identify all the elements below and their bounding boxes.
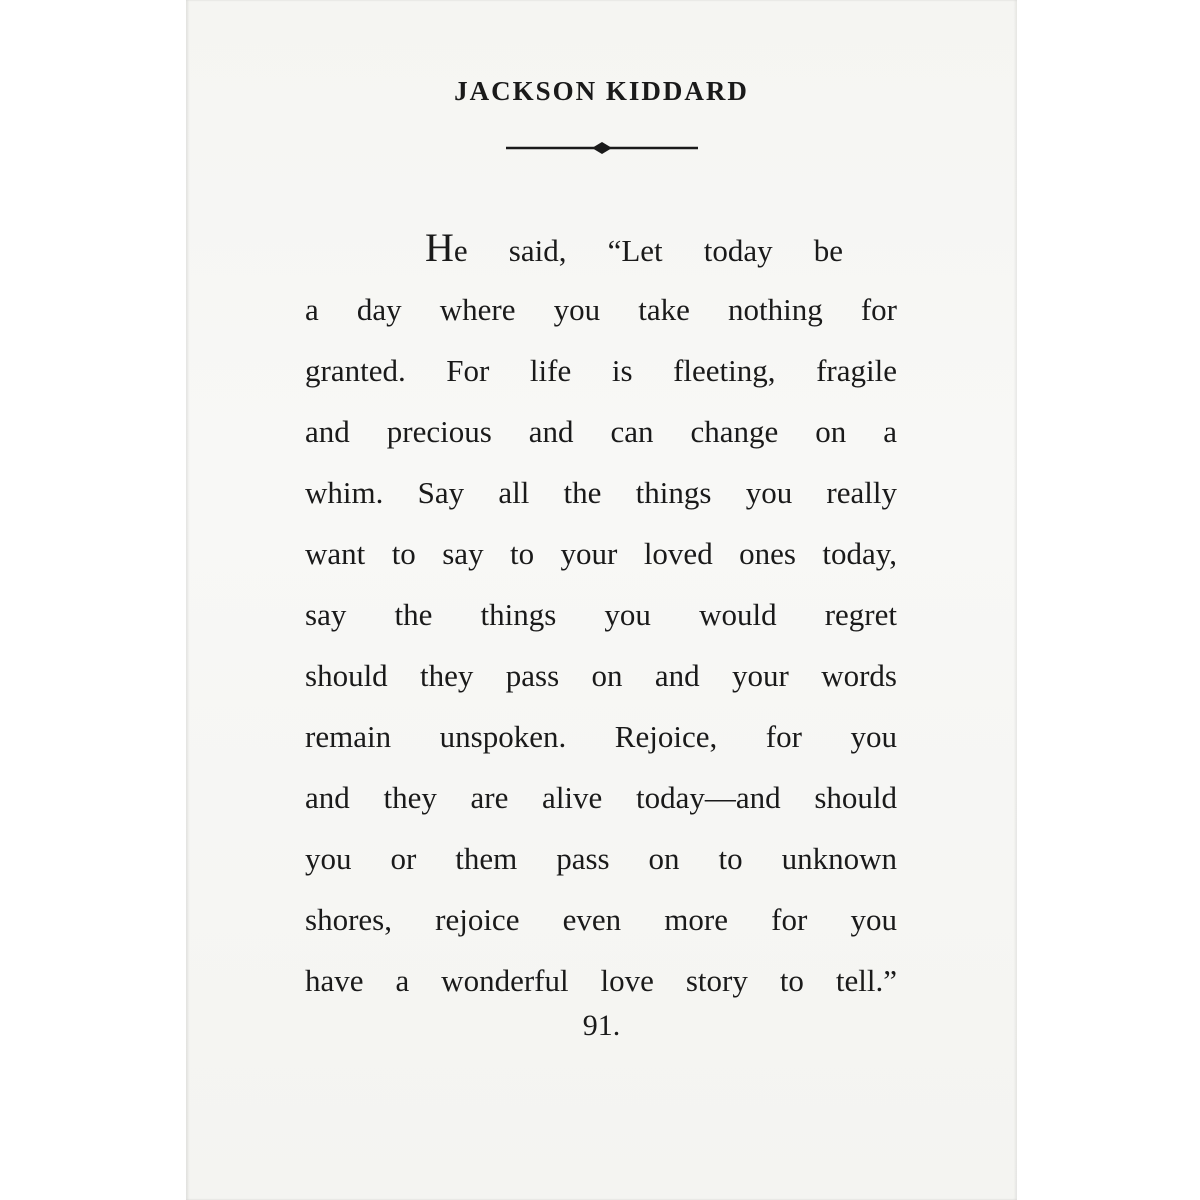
quote-line: remain unspoken. Rejoice, for you: [305, 719, 897, 754]
quote-line: want to say to your loved ones today,: [305, 536, 897, 571]
quote-line: and they are alive today—and should: [305, 780, 897, 815]
quote-line: have a wonderful love story to tell.”: [305, 963, 897, 998]
quote-line: you or them pass on to unknown: [305, 841, 897, 876]
quote-line: [425, 225, 843, 270]
drop-cap: H: [425, 225, 454, 270]
author-title: JACKSON KIDDARD: [454, 76, 749, 106]
divider-ornament-icon: [506, 140, 698, 156]
quote-line: a day where you take nothing for: [305, 292, 897, 327]
quote-line: should they pass on and your words: [305, 658, 897, 693]
print-canvas: [186, 0, 1017, 1200]
quote-line-text: e said, “Let today be: [453, 233, 843, 268]
quote-line: whim. Say all the things you really: [305, 475, 897, 510]
quote-line: and precious and can change on a: [305, 414, 897, 449]
page-number: 91.: [582, 1009, 621, 1042]
quote-line: shores, rejoice even more for you: [305, 902, 897, 937]
quote-line: say the things you would regret: [305, 597, 897, 632]
quote-line: granted. For life is fleeting, fragile: [305, 353, 897, 388]
